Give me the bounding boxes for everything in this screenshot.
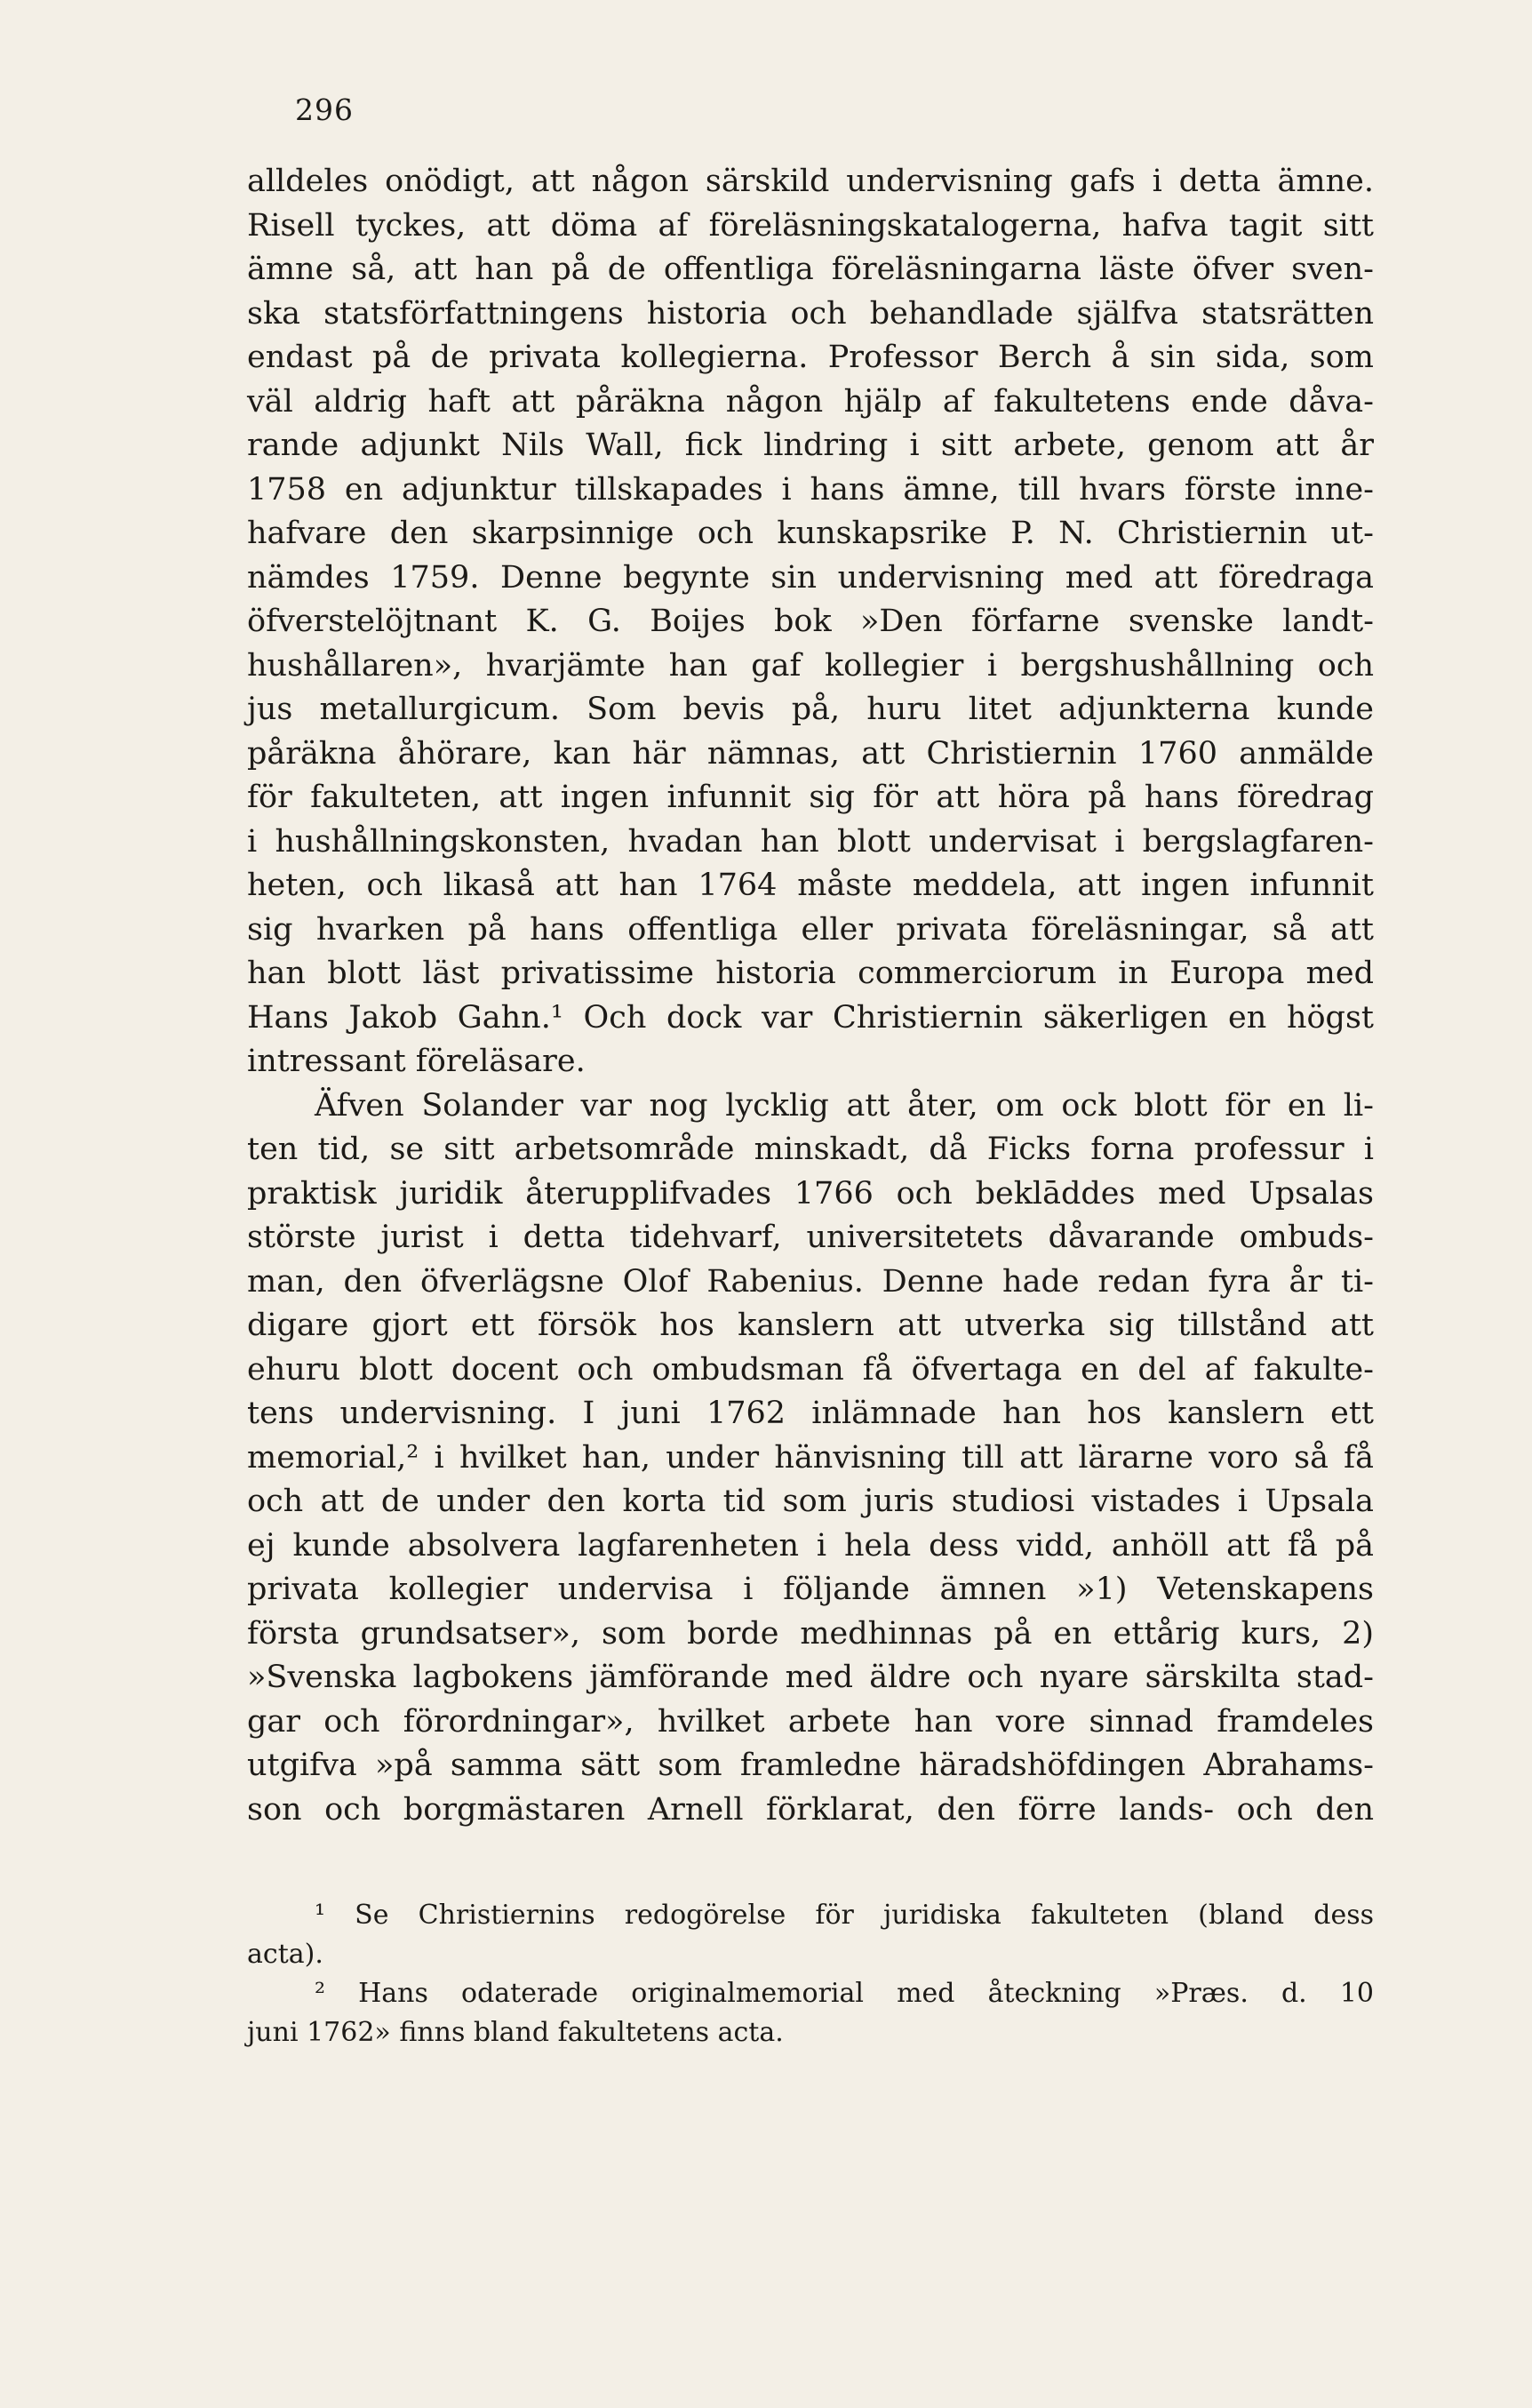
text-line: och att de under den korta tid som juris studiosi vistades i Upsala bbox=[247, 1484, 1374, 1519]
text-line: man, den öfverlägsne Olof Rabenius. Denne hade redan fyra år ti- bbox=[247, 1263, 1374, 1300]
text-line: väl aldrig haft att påräkna någon hjälp af fakultetens ende dåva- bbox=[247, 383, 1374, 420]
text-line: ehuru blott docent och ombudsman få öfvertaga en del af fakulte- bbox=[247, 1351, 1374, 1388]
text-line: störste jurist i detta tidehvarf, universitetets dåvarande ombuds- bbox=[247, 1220, 1374, 1255]
text-line: 1758 en adjunktur tillskapades i hans ämne, till hvars förste inne- bbox=[247, 471, 1374, 508]
text-line: Hans Jakob Gahn.¹ Och dock var Christiernin säkerligen en högst bbox=[247, 999, 1374, 1036]
text-line: hafvare den skarpsinnige och kunskapsrike P. N. Christiernin ut- bbox=[247, 516, 1374, 551]
page-number: 296 bbox=[295, 92, 354, 127]
text-line: för fakulteten, att ingen infunnit sig för att höra på hans föredrag bbox=[247, 780, 1374, 815]
text-line: alldeles onödigt, att någon särskild undervisning gafs i detta ämne. bbox=[247, 164, 1374, 199]
text-line: tens undervisning. I juni 1762 inlämnade han hos kanslern ett bbox=[247, 1396, 1374, 1431]
text-line: utgifva »på samma sätt som framledne häradshöfdingen Abrahams- bbox=[247, 1748, 1374, 1783]
text-line: memorial,² i hvilket han, under hänvisning till att lärarne voro så få bbox=[247, 1439, 1374, 1476]
footnote-line: acta). bbox=[247, 1939, 323, 1970]
footnote-line: ¹ Se Christiernins redogörelse för juridiska fakulteten (bland dess bbox=[315, 1900, 1374, 1931]
text-line: jus metallurgicum. Som bevis på, huru litet adjunkterna kunde bbox=[247, 692, 1374, 727]
text-line: rande adjunkt Nils Wall, fick lindring i sitt arbete, genom att år bbox=[247, 428, 1374, 463]
text-line: första grundsatser», som borde medhinnas på en ettårig kurs, 2) bbox=[247, 1615, 1374, 1652]
text-line: ej kunde absolvera lagfarenheten i hela dess vidd, anhöll att få på bbox=[247, 1527, 1374, 1564]
text-line: Äfven Solander var nog lycklig att åter, om ock blott för en li- bbox=[315, 1087, 1374, 1124]
text-line: praktisk juridik återupplifvades 1766 och beklāddes med Upsalas bbox=[247, 1175, 1374, 1212]
text-line: hushållaren», hvarjämte han gaf kollegier i bergshushållning och bbox=[247, 647, 1374, 684]
footnotes bbox=[247, 1896, 1374, 2052]
text-line: »Svenska lagbokens jämförande med äldre och nyare särskilta stad- bbox=[247, 1660, 1374, 1695]
text-line: Risell tyckes, att döma af föreläsningskatalogerna, hafva tagit sitt bbox=[247, 207, 1374, 244]
footnote-line: ² Hans odaterade originalmemorial med åteckning »Præs. d. 10 bbox=[315, 1978, 1374, 2009]
footnote-line: juni 1762» finns bland fakultetens acta. bbox=[247, 2017, 784, 2048]
text-line: i hushållningskonsten, hvadan han blott undervisat i bergslagfaren- bbox=[247, 823, 1374, 860]
text-line: heten, och likaså att han 1764 måste meddela, att ingen infunnit bbox=[247, 868, 1374, 903]
body-text bbox=[247, 160, 1374, 1832]
text-line: privata kollegier undervisa i följande ämnen »1) Vetenskapens bbox=[247, 1572, 1374, 1607]
text-line: intressant föreläsare. bbox=[247, 1044, 586, 1079]
text-line: öfverstelöjtnant K. G. Boijes bok »Den förfarne svenske landt- bbox=[247, 604, 1374, 639]
text-line: sig hvarken på hans offentliga eller privata föreläsningar, så att bbox=[247, 911, 1374, 948]
text-line: digare gjort ett försök hos kanslern att utverka sig tillstånd att bbox=[247, 1308, 1374, 1343]
text-line: son och borgmästaren Arnell förklarat, den förre lands- och den bbox=[247, 1791, 1374, 1828]
text-line: ämne så, att han på de offentliga föreläsningarna läste öfver sven- bbox=[247, 252, 1374, 287]
text-line: gar och förordningar», hvilket arbete han vore sinnad framdeles bbox=[247, 1703, 1374, 1740]
text-line: påräkna åhörare, kan här nämnas, att Christiernin 1760 anmälde bbox=[247, 735, 1374, 772]
text-line: han blott läst privatissime historia commerciorum in Europa med bbox=[247, 956, 1374, 991]
text-line: ska statsförfattningens historia och behandlade själfva statsrätten bbox=[247, 295, 1374, 332]
text-line: ten tid, se sitt arbetsområde minskadt, då Ficks forna professur i bbox=[247, 1132, 1374, 1167]
text-line: nämdes 1759. Denne begynte sin undervisning med att föredraga bbox=[247, 559, 1374, 596]
text-line: endast på de privata kollegierna. Professor Berch å sin sida, som bbox=[247, 340, 1374, 375]
